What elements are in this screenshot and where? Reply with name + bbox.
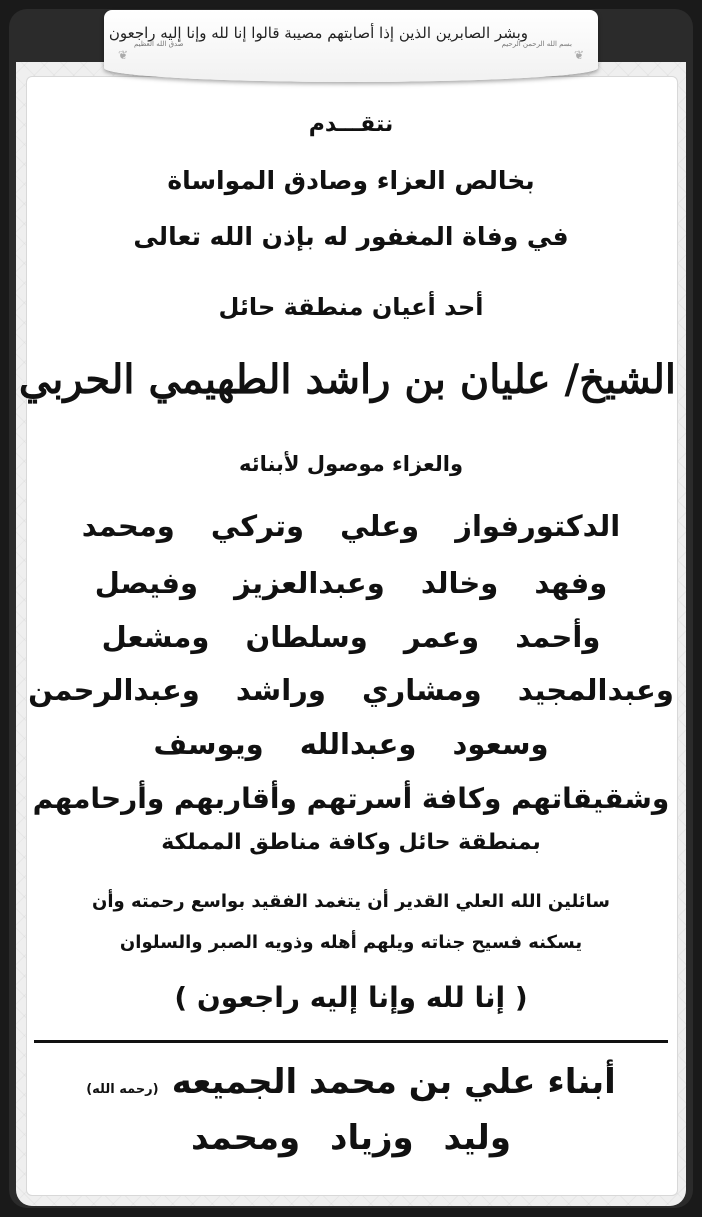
signature-note: (رحمه الله)	[86, 1082, 159, 1097]
prayer-line-1: سائلين الله العلي القدير أن يتغمد الفقيد بواسع رحمته وأن	[91, 891, 611, 912]
family-line: وشقيقاتهم وكافة أسرتهم وأقاربهم وأرحامهم	[32, 782, 670, 815]
signature-name: أبناء علي بن محمد الجميعه	[171, 1062, 616, 1102]
divider	[34, 1040, 668, 1043]
prayer-line-3: ( إنا لله وإنا إليه راجعون )	[174, 981, 528, 1014]
deceased-name: الشيخ/ عليان بن راشد الطهيمي الحربي	[18, 356, 676, 403]
banner-left-note: صدق الله العظيم	[134, 40, 184, 48]
sons-row: الدكتورفواز وعلي وتركي ومحمد	[81, 509, 621, 543]
intro-line-2: بخالص العزاء وصادق المواساة	[167, 166, 535, 195]
deceased-descriptor: أحد أعيان منطقة حائل	[218, 293, 484, 321]
signature-title	[0, 1062, 702, 1102]
intro-line-1: نتقـــدم	[308, 112, 394, 137]
ornament-icon: ❦	[573, 48, 584, 62]
sons-row: وسعود وعبدالله ويوسف	[153, 727, 549, 761]
ornament-icon: ❦	[118, 48, 129, 62]
intro-line-3: في وفاة المغفور له بإذن الله تعالى	[133, 222, 569, 251]
sons-row: وأحمد وعمر وسلطان ومشعل	[101, 620, 601, 654]
signature-names: وليد وزياد ومحمد	[191, 1118, 511, 1158]
banner-verse: وبشر الصابرين الذين إذا أصابتهم مصيبة قالوا إنا لله وإنا إليه راجعون	[108, 24, 528, 42]
banner-right-note: بسم الله الرحمن الرحيم	[501, 40, 572, 48]
quran-verse-banner	[104, 10, 598, 82]
prayer-line-2: يسكنه فسيح جناته ويلهم أهله وذويه الصبر والسلوان	[119, 932, 583, 953]
region-line: بمنطقة حائل وكافة مناطق المملكة	[161, 830, 541, 855]
sons-row: وفهد وخالد وعبدالعزيز وفيصل	[94, 566, 608, 600]
sons-intro: والعزاء موصول لأبنائه	[238, 452, 464, 476]
sons-row: وعبدالمجيد ومشاري وراشد وعبدالرحمن	[28, 673, 674, 707]
